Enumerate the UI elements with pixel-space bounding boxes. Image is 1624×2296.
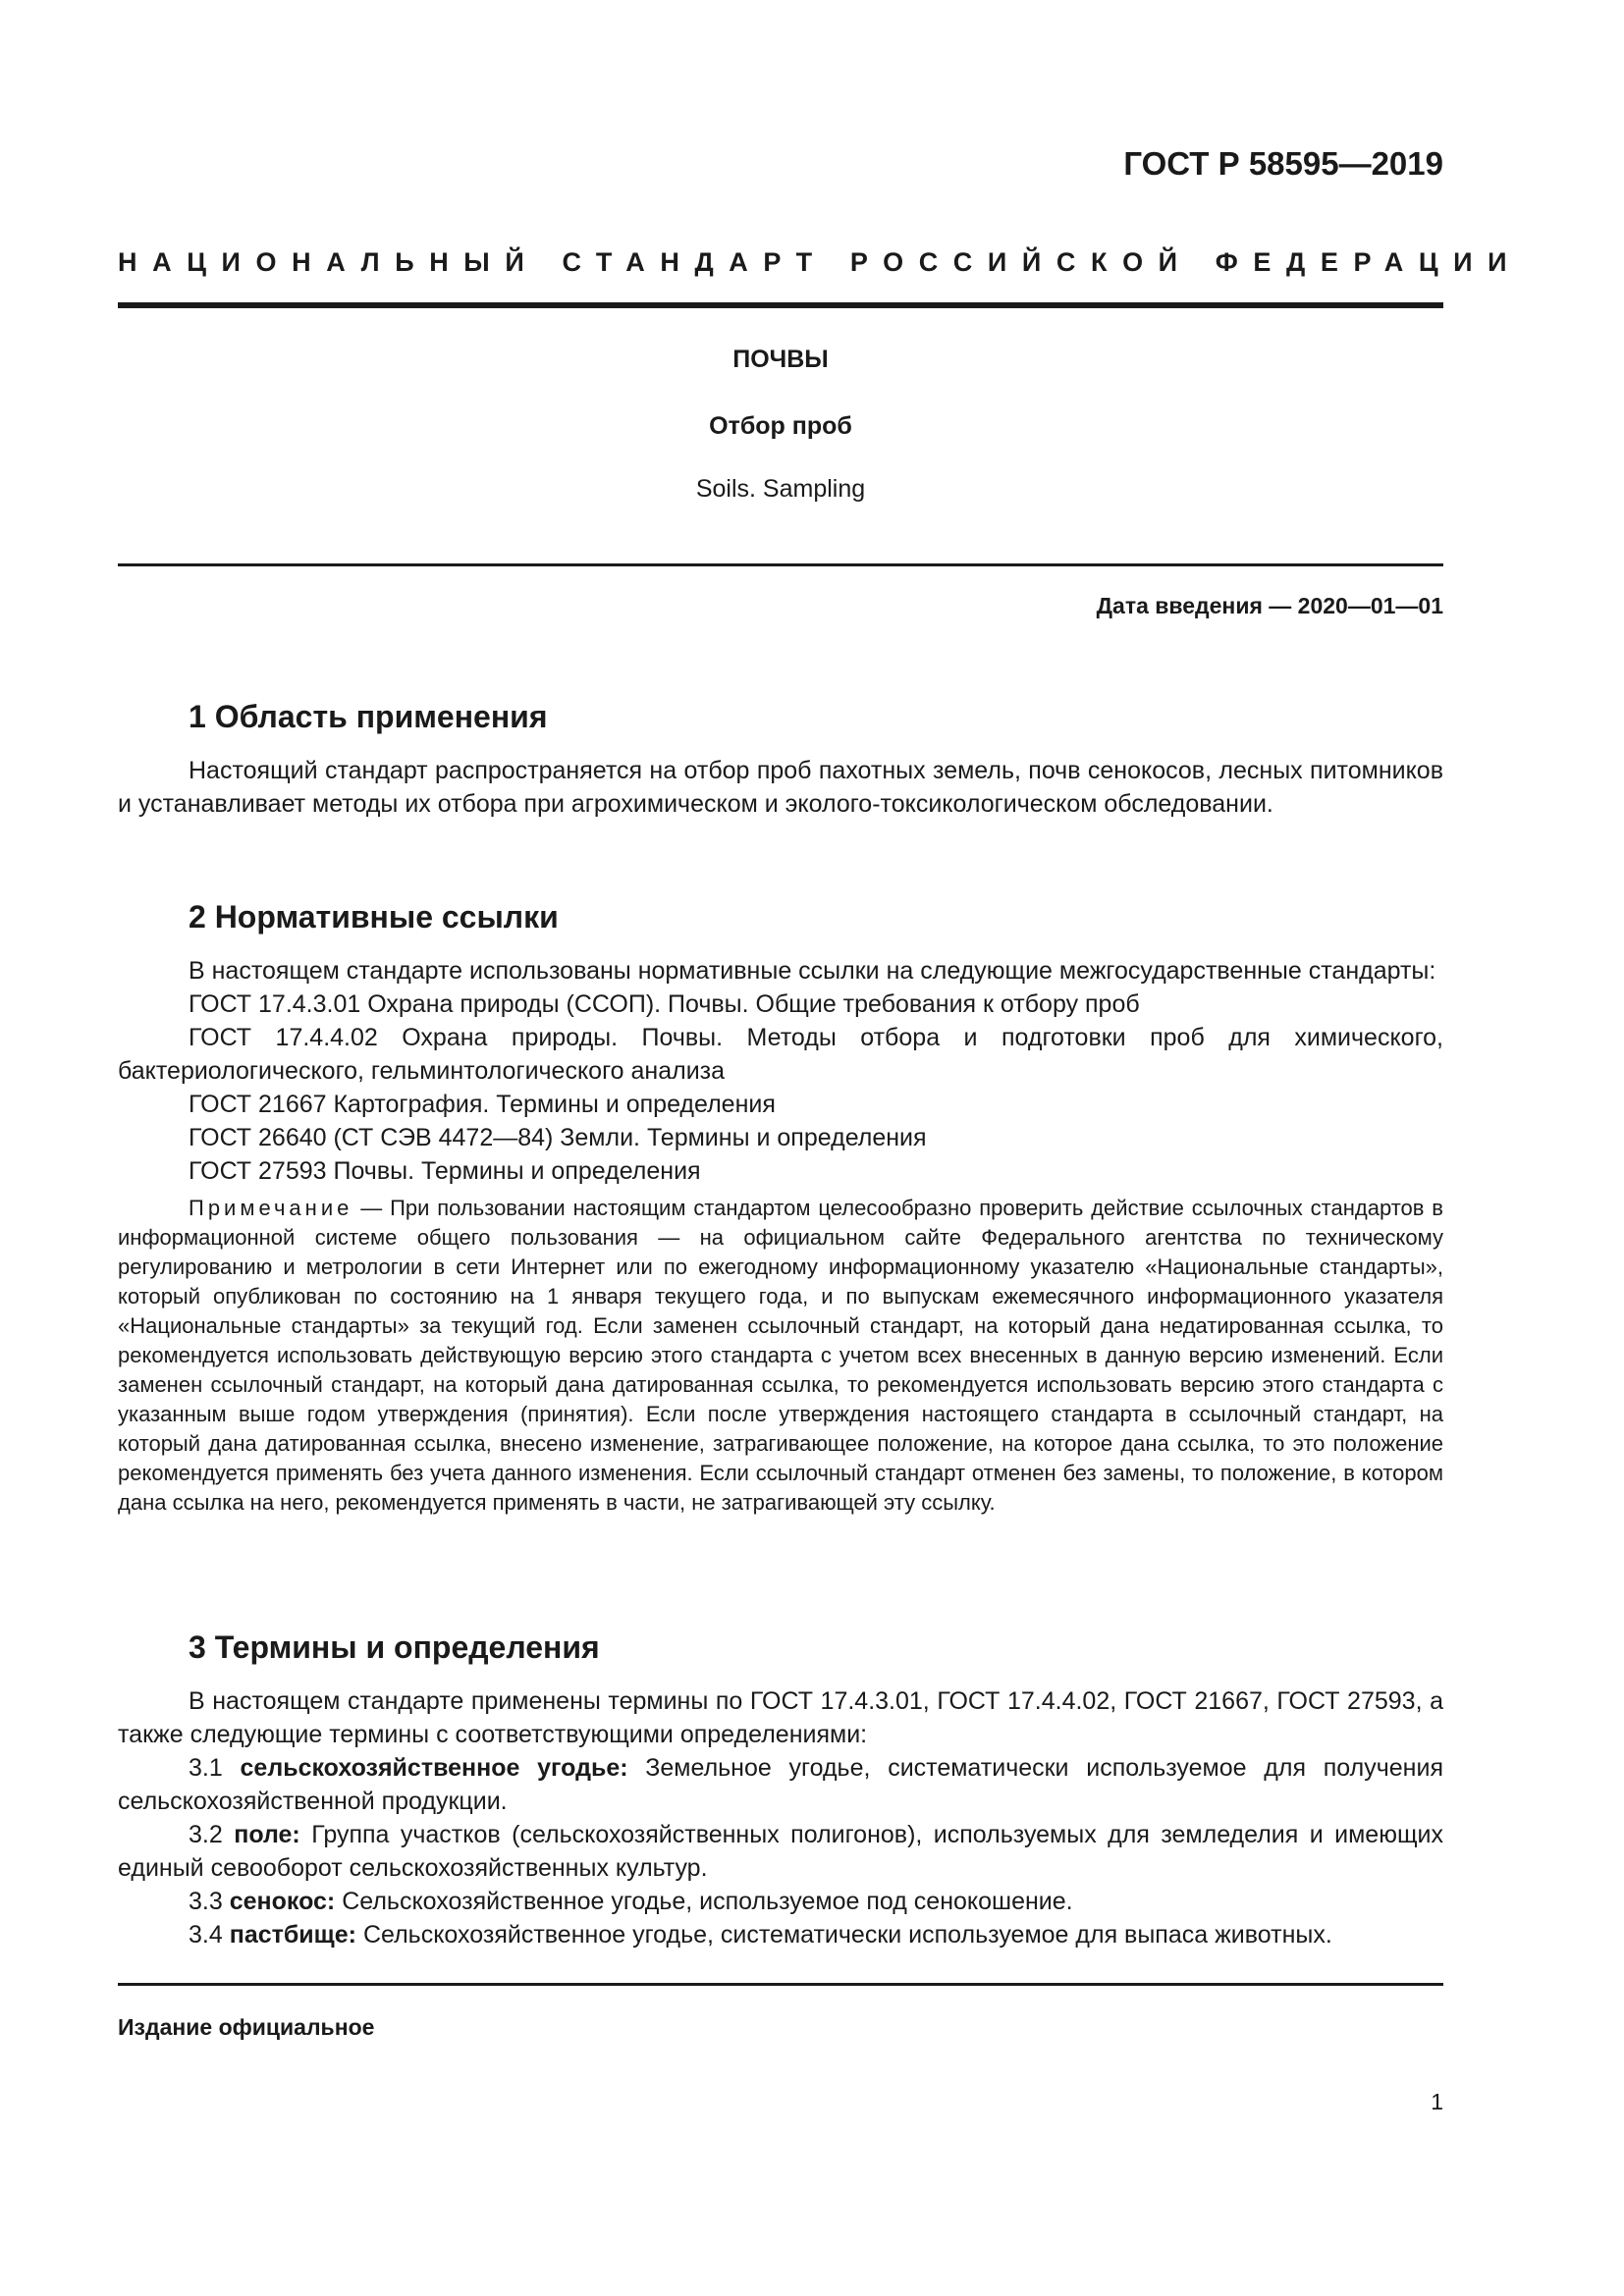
- section-paragraph: В настоящем стандарте применены термины по ГОСТ 17.4.3.01, ГОСТ 17.4.4.02, ГОСТ 21667, ГОСТ 27593, а также следующие термины с соответствующими определениями:: [118, 1687, 1443, 1748]
- header-rule: [118, 302, 1443, 308]
- term-number: 3.2: [189, 1821, 223, 1848]
- reference-note: [118, 1194, 1443, 1518]
- term-number: 3.1: [189, 1754, 223, 1782]
- page-number: 1: [1431, 2089, 1443, 2114]
- title-rule: [118, 563, 1443, 566]
- footer-rule: [118, 1983, 1443, 1986]
- section-paragraph: Настоящий стандарт распространяется на отбор проб пахотных земель, почв сенокосов, лесных питомников и устанавливает методы их отбора при агрохимическом и эколого-токсикологическом обследовании.: [118, 757, 1443, 818]
- section-paragraph: В настоящем стандарте использованы нормативные ссылки на следующие межгосударственные стандарты:: [189, 957, 1436, 985]
- document-number: ГОСТ Р 58595—2019: [1123, 145, 1443, 182]
- reference-item: ГОСТ 17.4.3.01 Охрана природы (ССОП). Почвы. Общие требования к отбору проб: [189, 990, 1140, 1018]
- term-number: 3.3: [189, 1888, 223, 1915]
- term-entry: [118, 1818, 1443, 1885]
- reference-item: ГОСТ 27593 Почвы. Термины и определения: [189, 1157, 701, 1185]
- term-entry: [118, 1918, 1443, 1951]
- english-title: Soils. Sampling: [695, 475, 866, 503]
- term-name: поле:: [234, 1821, 300, 1848]
- term-definition: Сельскохозяйственное угодье, используемое под сенокошение.: [335, 1888, 1073, 1915]
- reference-item: ГОСТ 26640 (СТ СЭВ 4472—84) Земли. Термины и определения: [189, 1124, 927, 1151]
- section-heading: 1 Область применения: [189, 699, 548, 734]
- document-subtitle: Отбор проб: [709, 412, 852, 440]
- section-heading: 2 Нормативные ссылки: [189, 899, 559, 934]
- term-entry: [118, 1751, 1443, 1818]
- term-name: пастбище:: [229, 1921, 357, 1949]
- term-name: сенокос:: [229, 1888, 336, 1915]
- national-standard-banner: НАЦИОНАЛЬНЫЙ СТАНДАРТ РОССИЙСКОЙ ФЕДЕРАЦИИ: [118, 247, 1523, 277]
- term-definition: Сельскохозяйственное угодье, систематически используемое для выпаса животных.: [356, 1921, 1332, 1949]
- term-number: 3.4: [189, 1921, 223, 1949]
- term-name: сельскохозяйственное угодье:: [240, 1754, 628, 1782]
- section-terms: [118, 1628, 1443, 1951]
- reference-item: ГОСТ 21667 Картография. Термины и определения: [189, 1091, 776, 1118]
- section-scope: [118, 697, 1443, 821]
- reference-item: ГОСТ 17.4.4.02 Охрана природы. Почвы. Методы отбора и подготовки проб для химического, бактериологического, гельминтологического анализа: [118, 1024, 1443, 1085]
- term-definition: Группа участков (сельскохозяйственных полигонов), используемых для земледелия и имеющих единый севооборот сельскохозяйственных культур.: [118, 1821, 1443, 1882]
- document-title: ПОЧВЫ: [732, 346, 829, 373]
- official-edition-label: Издание официальное: [118, 2014, 375, 2040]
- term-entry: [118, 1885, 1443, 1918]
- section-heading: 3 Термины и определения: [189, 1629, 600, 1665]
- section-references: [118, 897, 1443, 1518]
- note-text: — При пользовании настоящим стандартом целесообразно проверить действие ссылочных стандартов в информационной системе общего пользования — на официальном сайте Федерального агентства по техническому регулированию и метрологии в сети Интернет или по ежегодному информационному указателю «Национальные стандарты», который опубликован по состоянию на 1 января текущего года, и по выпускам ежемесячного информационного указателя «Национальные стандарты» за текущий год. Если заменен ссылочный стандарт, на который дана недатированная ссылка, то рекомендуется использовать действующую версию этого стандарта с учетом всех внесенных в данную версию изменений. Если заменен ссылочный стандарт, на который дана датированная ссылка, то рекомендуется использовать версию этого стандарта с указанным выше годом утверждения (принятия). Если после утверждения настоящего стандарта в ссылочный стандарт, на который дана датированная ссылка, внесено изменение, затрагивающее положение, на которое дана ссылка, то это положение рекомендуется применять без учета данного изменения. Если ссылочный стандарт отменен без замены, то положение, в котором дана ссылка на него, рекомендуется применять в части, не затрагивающей эту ссылку.: [118, 1196, 1443, 1515]
- effective-date: Дата введения — 2020—01—01: [1096, 593, 1443, 618]
- note-label: Примечание: [189, 1196, 353, 1220]
- term-definition: Земельное угодье, систематически используемое для получения сельскохозяйственной продукции.: [118, 1754, 1443, 1815]
